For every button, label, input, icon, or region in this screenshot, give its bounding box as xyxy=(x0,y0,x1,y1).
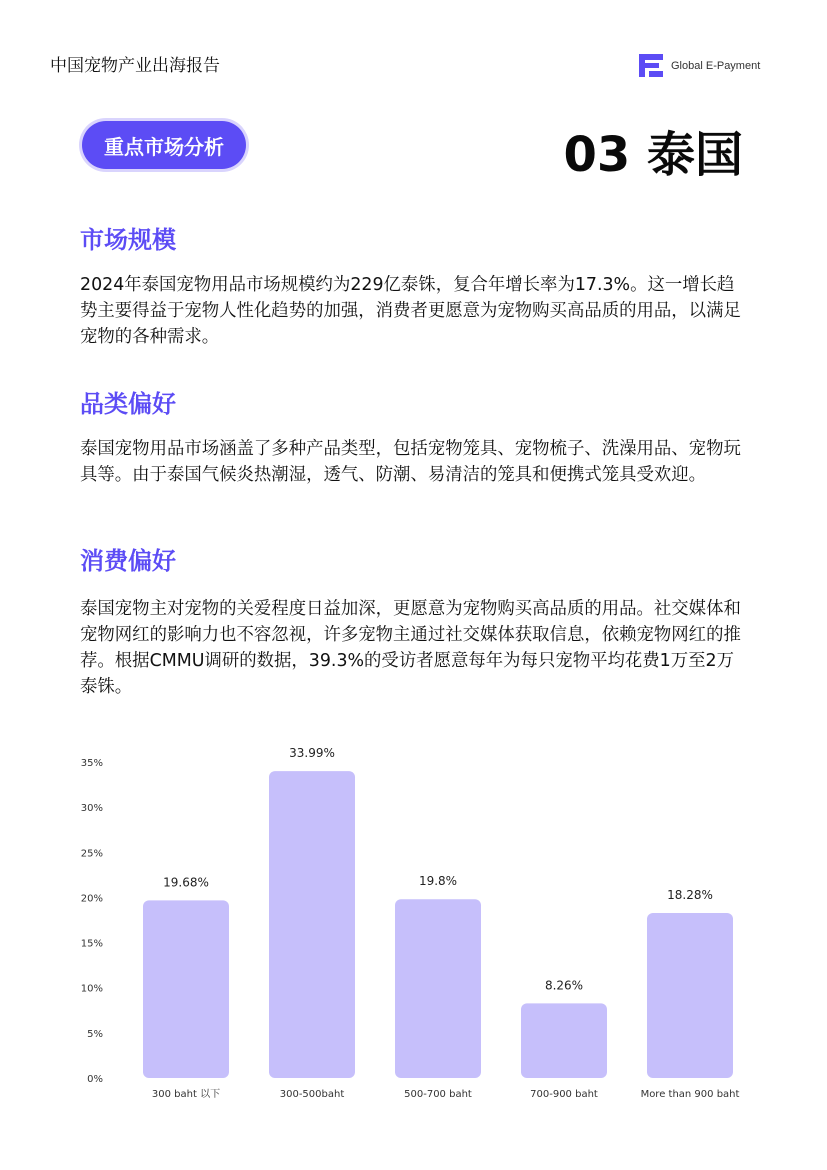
paragraph-category-preference: 泰国宠物用品市场涵盖了多种产品类型，包括宠物笼具、宠物梳子、洗澡用品、宠物玩具等。由于泰国气候炎热潮湿，透气、防潮、易清洁的笼具和便携式笼具受欢迎。 xyxy=(80,439,741,485)
y-tick-label: 25% xyxy=(80,848,103,860)
x-category-label: 300-500baht xyxy=(279,1089,345,1100)
bar xyxy=(269,771,355,1078)
y-tick-label: 0% xyxy=(87,1074,103,1085)
y-tick-label: 5% xyxy=(87,1028,103,1040)
bar xyxy=(521,1003,607,1078)
bar-value-label: 19.8% xyxy=(418,874,458,889)
x-category-label: 700-900 baht xyxy=(530,1089,598,1100)
bar-value-label: 19.68% xyxy=(163,875,209,890)
bar xyxy=(647,913,733,1078)
country-title: 03 泰国 xyxy=(563,127,743,183)
global-epayment-logo-icon xyxy=(638,53,664,78)
y-tick-label: 30% xyxy=(80,803,103,815)
y-tick-label: 15% xyxy=(80,938,103,950)
bar xyxy=(143,900,229,1078)
bar-value-label: 33.99% xyxy=(289,746,335,761)
y-tick-label: 20% xyxy=(80,893,103,905)
bar xyxy=(395,899,481,1078)
paragraph-consumer-preference: 泰国宠物主对宠物的关爱程度日益加深，更愿意为宠物购买高品质的用品。社交媒体和宠物网红的影响力也不容忽视，许多宠物主通过社交媒体获取信息，依赖宠物网红的推荐。根据CMMU调研的数据，39.3%的受访者愿意每年为每只宠物平均花费1万至2万泰铢。 xyxy=(80,599,741,697)
y-tick-label: 35% xyxy=(80,758,103,769)
paragraph-market-size: 2024年泰国宠物用品市场规模约为229亿泰铢，复合年增长率为17.3%。这一增长趋势主要得益于宠物人性化趋势的加强，消费者更愿意为宠物购买高品质的用品，以满足宠物的各种需求。 xyxy=(80,275,741,347)
x-category-label: 300 baht 以下 xyxy=(151,1089,221,1100)
heading-category-preference: 品类偏好 xyxy=(80,390,176,418)
brand-name: Global E-Payment xyxy=(671,59,761,72)
section-pill: 重点市场分析 xyxy=(82,121,246,169)
y-tick-label: 10% xyxy=(80,983,103,995)
brand-logo xyxy=(638,53,760,78)
heading-consumer-preference: 消费偏好 xyxy=(80,547,176,575)
report-title: 中国宠物产业出海报告 xyxy=(50,56,220,76)
spending-bar-chart xyxy=(0,740,827,1120)
bar-value-label: 18.28% xyxy=(667,887,713,902)
x-category-label: 500-700 baht xyxy=(404,1089,472,1100)
x-category-label: More than 900 baht xyxy=(640,1089,740,1100)
bar-value-label: 8.26% xyxy=(544,978,584,993)
heading-market-size: 市场规模 xyxy=(80,226,176,254)
